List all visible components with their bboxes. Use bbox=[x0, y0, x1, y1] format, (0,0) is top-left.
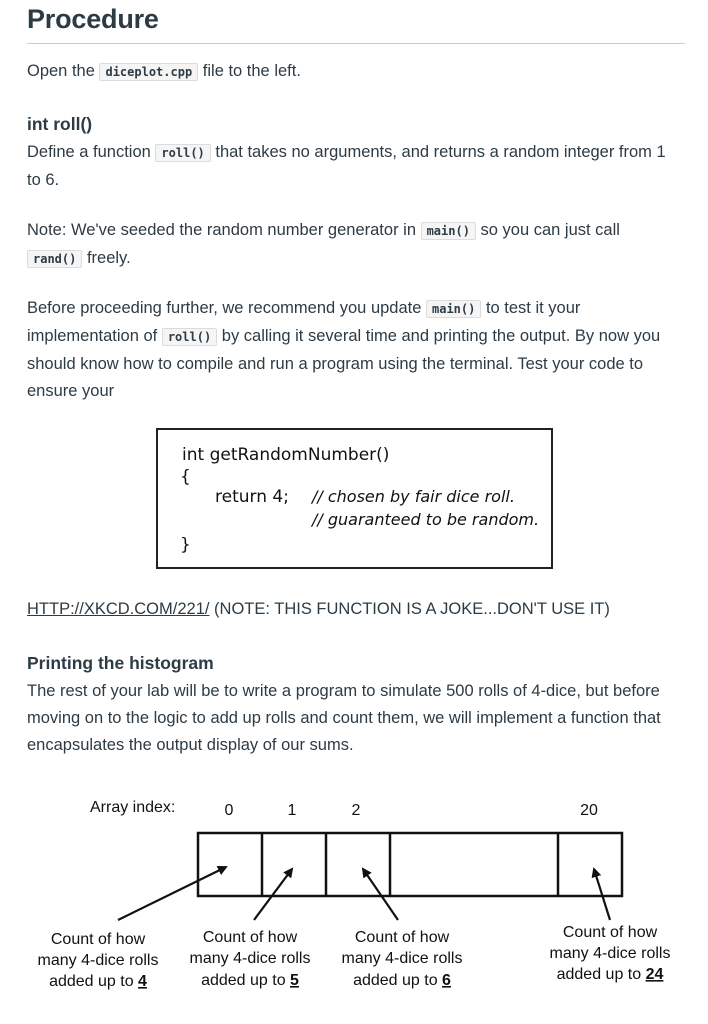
arrow-to-cell-0 bbox=[118, 867, 226, 920]
roll-description bbox=[27, 139, 677, 194]
caption-2-prefix: added up to bbox=[353, 972, 443, 989]
histogram-description: The rest of your lab will be to write a program to simulate 500 rolls of 4-dice, but before moving on to the logic to add up rolls and count them, we will implement a function that encapsulates the output display of our sums. bbox=[27, 682, 661, 754]
intro-text-after: file to the left. bbox=[198, 62, 301, 80]
caption-1 bbox=[190, 929, 311, 989]
caption-0-value: 4 bbox=[138, 973, 147, 990]
main-code: main() bbox=[421, 222, 476, 240]
comic-drawing bbox=[158, 430, 551, 567]
main-code-2: main() bbox=[426, 300, 481, 318]
note-text: Note: We've seeded the random number generator in bbox=[27, 221, 421, 239]
comic-signature: int getRandomNumber() bbox=[182, 445, 390, 465]
arrow-to-cell-2 bbox=[363, 869, 398, 920]
xkcd-comic bbox=[156, 428, 553, 569]
index-20: 20 bbox=[580, 802, 598, 819]
caption-20-prefix: added up to bbox=[556, 966, 646, 983]
index-2: 2 bbox=[351, 802, 361, 819]
caption-2-value: 6 bbox=[442, 972, 451, 989]
array-cells bbox=[198, 833, 622, 896]
roll-heading: int roll() bbox=[27, 114, 93, 134]
caption-0-prefix: added up to bbox=[49, 973, 139, 990]
arrow-to-cell-20 bbox=[594, 869, 610, 920]
caption-2 bbox=[342, 929, 463, 989]
testing-text: Before proceeding further, we recommend you update bbox=[27, 299, 426, 317]
comic-return: return 4; bbox=[215, 487, 289, 507]
seed-note bbox=[27, 217, 677, 273]
comic-comment-2: // guaranteed to be random. bbox=[312, 510, 540, 529]
caption-0 bbox=[38, 931, 159, 990]
intro-text: Open the bbox=[27, 62, 100, 80]
testing-text-middle: to test it your implementation of bbox=[27, 299, 581, 345]
comic-comment-1: // chosen by fair dice roll. bbox=[312, 487, 515, 506]
roll-code-2: roll() bbox=[162, 328, 217, 346]
caption-0-line1: Count of how bbox=[50, 931, 146, 948]
intro-paragraph bbox=[27, 58, 677, 86]
caption-1-line3 bbox=[201, 972, 299, 989]
caption-1-value: 5 bbox=[290, 972, 299, 989]
caption-0-line2: many 4-dice rolls bbox=[37, 952, 159, 969]
caption-2-line2: many 4-dice rolls bbox=[341, 950, 463, 967]
caption-20-line1: Count of how bbox=[562, 924, 658, 941]
filename-code: diceplot.cpp bbox=[99, 63, 198, 81]
histogram-heading: Printing the histogram bbox=[27, 653, 214, 673]
xkcd-link[interactable]: HTTP://XKCD.COM/221/ bbox=[27, 600, 210, 618]
roll-code: roll() bbox=[155, 144, 210, 162]
note-text-after: freely. bbox=[82, 249, 131, 267]
caption-20-line3 bbox=[557, 966, 664, 983]
comic-open-brace: { bbox=[180, 467, 191, 487]
title-divider bbox=[27, 43, 685, 44]
caption-0-line3 bbox=[49, 973, 147, 990]
arrows bbox=[118, 867, 610, 920]
page-title: Procedure bbox=[27, 4, 159, 34]
caption-20-line2: many 4-dice rolls bbox=[549, 945, 671, 962]
index-1: 1 bbox=[287, 802, 297, 819]
array-index-label: Array index: bbox=[90, 799, 176, 816]
caption-2-line3 bbox=[353, 972, 451, 989]
caption-1-line2: many 4-dice rolls bbox=[189, 950, 311, 967]
caption-2-line1: Count of how bbox=[354, 929, 450, 946]
roll-desc-text-after: that takes no arguments, and returns a random integer from 1 to 6. bbox=[27, 143, 666, 189]
array-diagram bbox=[0, 780, 708, 1020]
testing-paragraph bbox=[27, 295, 677, 405]
xkcd-caption bbox=[27, 596, 677, 623]
caption-20-value: 24 bbox=[645, 966, 664, 983]
xkcd-note: (NOTE: THIS FUNCTION IS A JOKE...DON'T USE IT) bbox=[209, 600, 610, 618]
comic-close-brace: } bbox=[180, 535, 191, 555]
testing-text-after: by calling it several time and printing the output. By now you should know how to compile and run a program using the terminal. Test your code to ensure your bbox=[27, 327, 661, 400]
caption-20 bbox=[550, 924, 671, 983]
caption-1-prefix: added up to bbox=[201, 972, 291, 989]
caption-1-line1: Count of how bbox=[202, 929, 298, 946]
arrow-to-cell-1 bbox=[254, 869, 292, 920]
index-0: 0 bbox=[224, 802, 234, 819]
roll-desc-text: Define a function bbox=[27, 143, 156, 161]
rand-code: rand() bbox=[27, 250, 82, 268]
note-text-middle: so you can just call bbox=[475, 221, 620, 239]
